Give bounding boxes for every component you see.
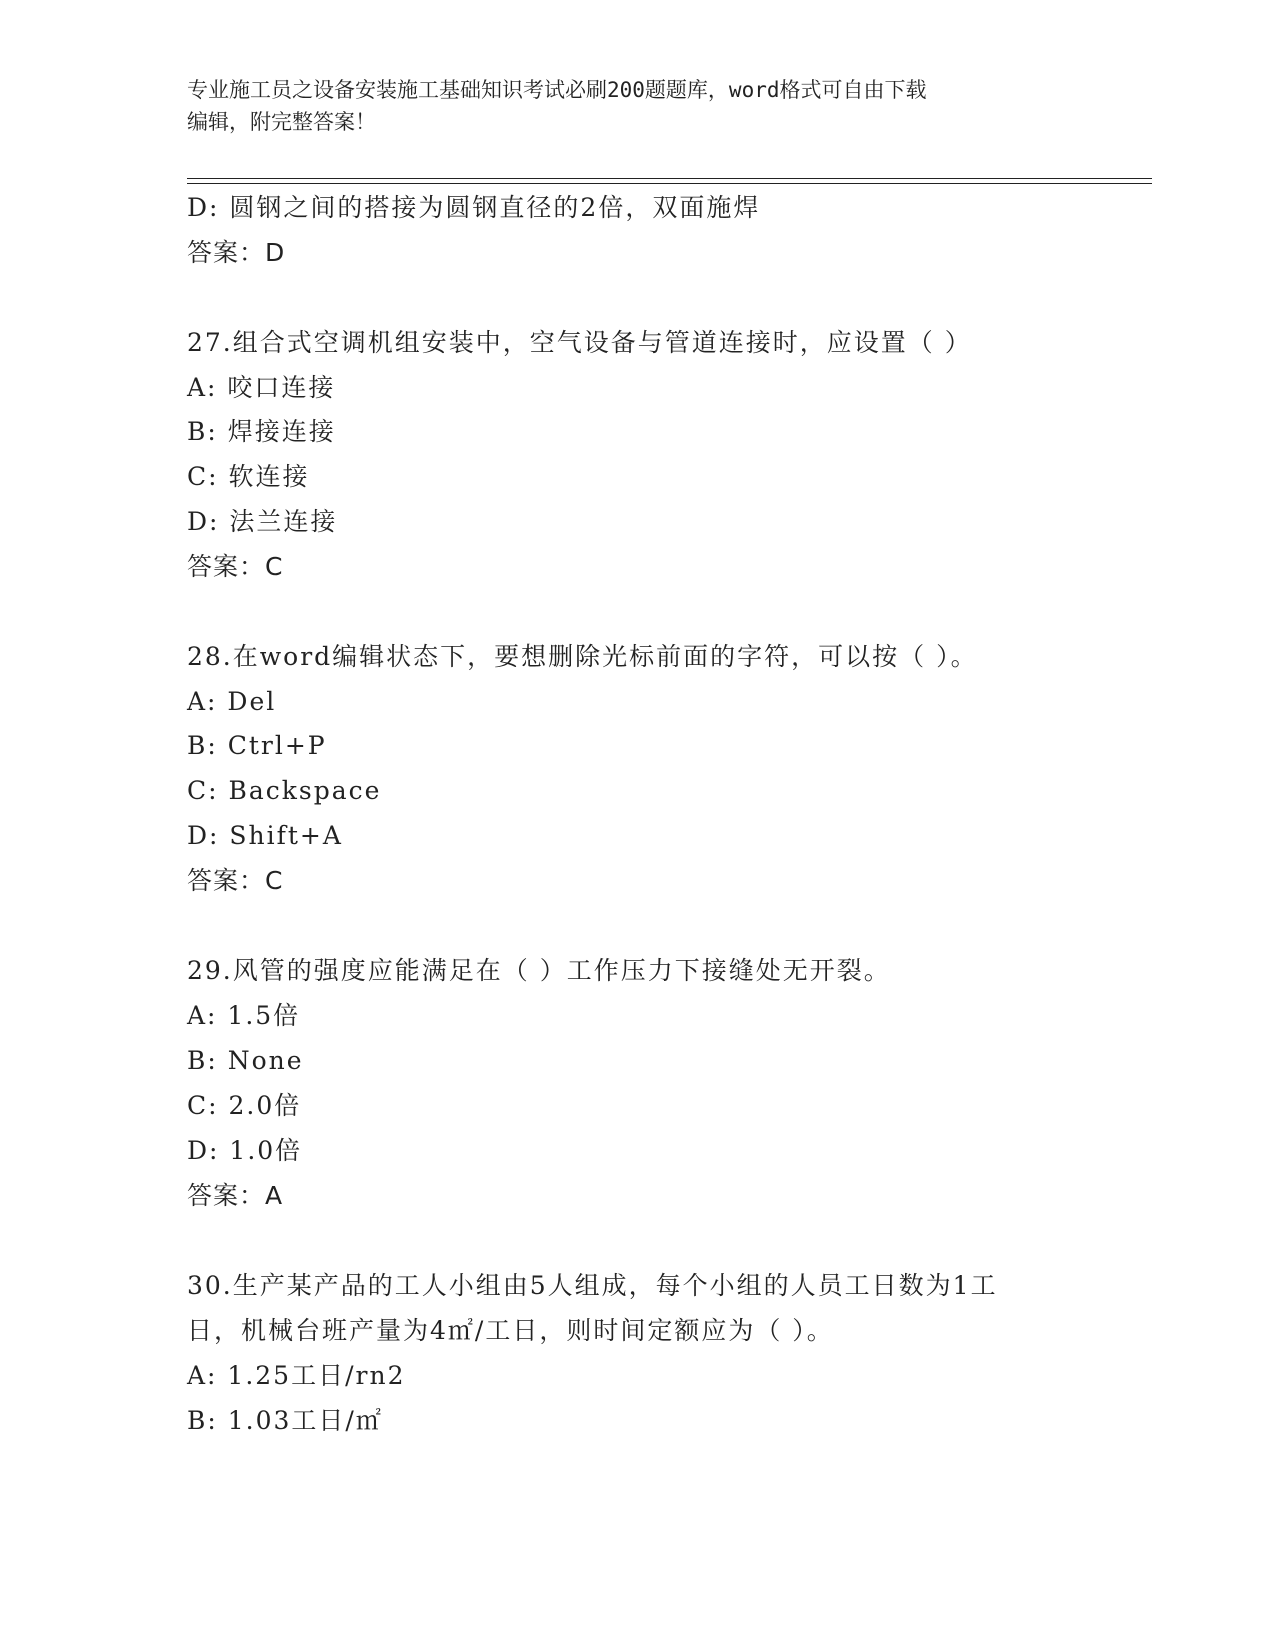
option-c-q28: C: Backspace [187, 776, 382, 805]
option-a-q28: A: Del [187, 687, 277, 716]
question-30-cont: 日，机械台班产量为4㎡/工日，则时间定额应为（ ）。 [187, 1316, 834, 1345]
answer-q29: 答案：A [187, 1181, 284, 1210]
option-a-q30: A: 1.25工日/rn2 [187, 1361, 406, 1390]
option-d-q29: D: 1.0倍 [187, 1136, 303, 1165]
option-a-q27: A: 咬口连接 [187, 373, 336, 402]
option-b-q29: B: None [187, 1046, 304, 1075]
header-line-1: 专业施工员之设备安装施工基础知识考试必刷200题题库，word格式可自由下载 [187, 78, 927, 102]
header-line-2: 编辑，附完整答案！ [187, 110, 376, 134]
answer-q27: 答案：C [187, 552, 284, 581]
answer-q26: 答案：D [187, 238, 286, 267]
header-rule-top [187, 178, 1152, 179]
option-b-q30: B: 1.03工日/㎡ [187, 1406, 383, 1435]
answer-q28: 答案：C [187, 866, 284, 895]
document-header [187, 74, 1067, 138]
option-d-q28: D: Shift+A [187, 821, 343, 850]
option-b-q27: B: 焊接连接 [187, 417, 336, 446]
question-28: 28.在word编辑状态下，要想删除光标前面的字符，可以按（ ）。 [187, 642, 978, 671]
question-29: 29.风管的强度应能满足在（ ）工作压力下接缝处无开裂。 [187, 956, 891, 985]
option-a-q29: A: 1.5倍 [187, 1001, 301, 1030]
header-rule-bottom [187, 183, 1152, 184]
question-30: 30.生产某产品的工人小组由5人组成，每个小组的人员工日数为1工 [187, 1271, 998, 1300]
question-27: 27.组合式空调机组安装中，空气设备与管道连接时，应设置（ ） [187, 328, 972, 357]
option-b-q28: B: Ctrl+P [187, 731, 327, 760]
option-c-q27: C: 软连接 [187, 462, 310, 491]
option-d-q26: D: 圆钢之间的搭接为圆钢直径的2倍，双面施焊 [187, 193, 761, 222]
option-c-q29: C: 2.0倍 [187, 1091, 302, 1120]
option-d-q27: D: 法兰连接 [187, 507, 338, 536]
